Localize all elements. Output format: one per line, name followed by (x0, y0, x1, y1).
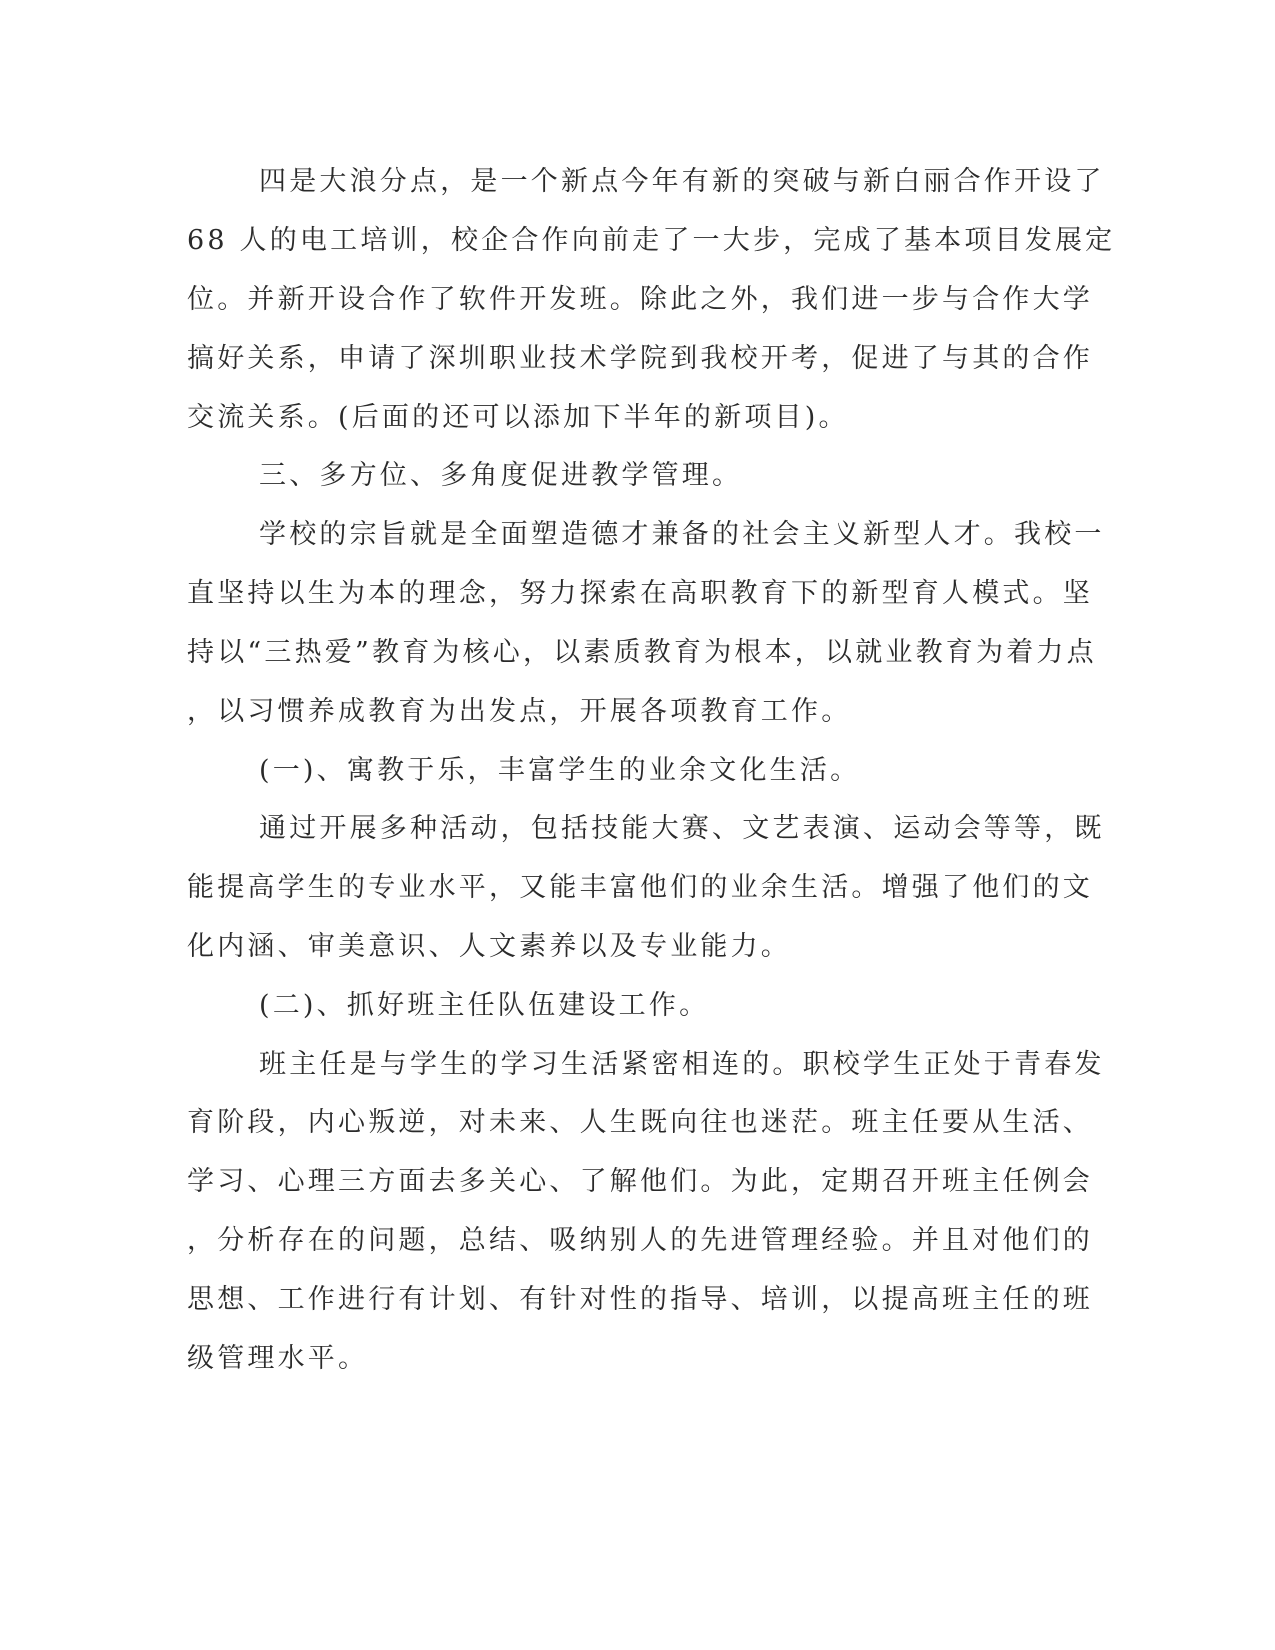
paragraph-line: 化内涵、审美意识、人文素养以及专业能力。 (187, 931, 791, 962)
paragraph-line: 交流关系。(后面的还可以添加下半年的新项目)。 (187, 402, 849, 433)
subsection-heading: (一)、寓教于乐，丰富学生的业余文化生活。 (259, 755, 861, 786)
paragraph-line: 四是大浪分点，是一个新点今年有新的突破与新白丽合作开设了 (259, 166, 1105, 197)
paragraph-line: 68 人的电工培训，校企合作向前走了一大步，完成了基本项目发展定 (187, 225, 1116, 256)
paragraph-line: 级管理水平。 (187, 1343, 369, 1374)
paragraph-line: 直坚持以生为本的理念，努力探索在高职教育下的新型育人模式。坚 (187, 578, 1093, 609)
paragraph-line: 搞好关系，申请了深圳职业技术学院到我校开考，促进了与其的合作 (187, 343, 1093, 374)
paragraph-line: 学校的宗旨就是全面塑造德才兼备的社会主义新型人才。我校一 (259, 519, 1105, 550)
paragraph-line: 思想、工作进行有计划、有针对性的指导、培训，以提高班主任的班 (187, 1284, 1093, 1315)
section-heading: 三、多方位、多角度促进教学管理。 (259, 460, 743, 491)
paragraph-line: 位。并新开设合作了软件开发班。除此之外，我们进一步与合作大学 (187, 284, 1093, 315)
paragraph-line: 通过开展多种活动，包括技能大赛、文艺表演、运动会等等，既 (259, 813, 1105, 844)
paragraph-line: ，分析存在的问题，总结、吸纳别人的先进管理经验。并且对他们的 (187, 1225, 1093, 1256)
paragraph-line: 学习、心理三方面去多关心、了解他们。为此，定期召开班主任例会 (187, 1166, 1093, 1197)
paragraph-line: 能提高学生的专业水平，又能丰富他们的业余生活。增强了他们的文 (187, 872, 1093, 903)
subsection-heading: (二)、抓好班主任队伍建设工作。 (259, 990, 710, 1021)
paragraph-line: 持以“三热爱”教育为核心，以素质教育为根本，以就业教育为着力点 (187, 637, 1097, 668)
paragraph-line: 育阶段，内心叛逆，对未来、人生既向往也迷茫。班主任要从生活、 (187, 1107, 1093, 1138)
paragraph-line: ，以习惯养成教育为出发点，开展各项教育工作。 (187, 696, 852, 727)
paragraph-line: 班主任是与学生的学习生活紧密相连的。职校学生正处于青春发 (259, 1049, 1105, 1080)
